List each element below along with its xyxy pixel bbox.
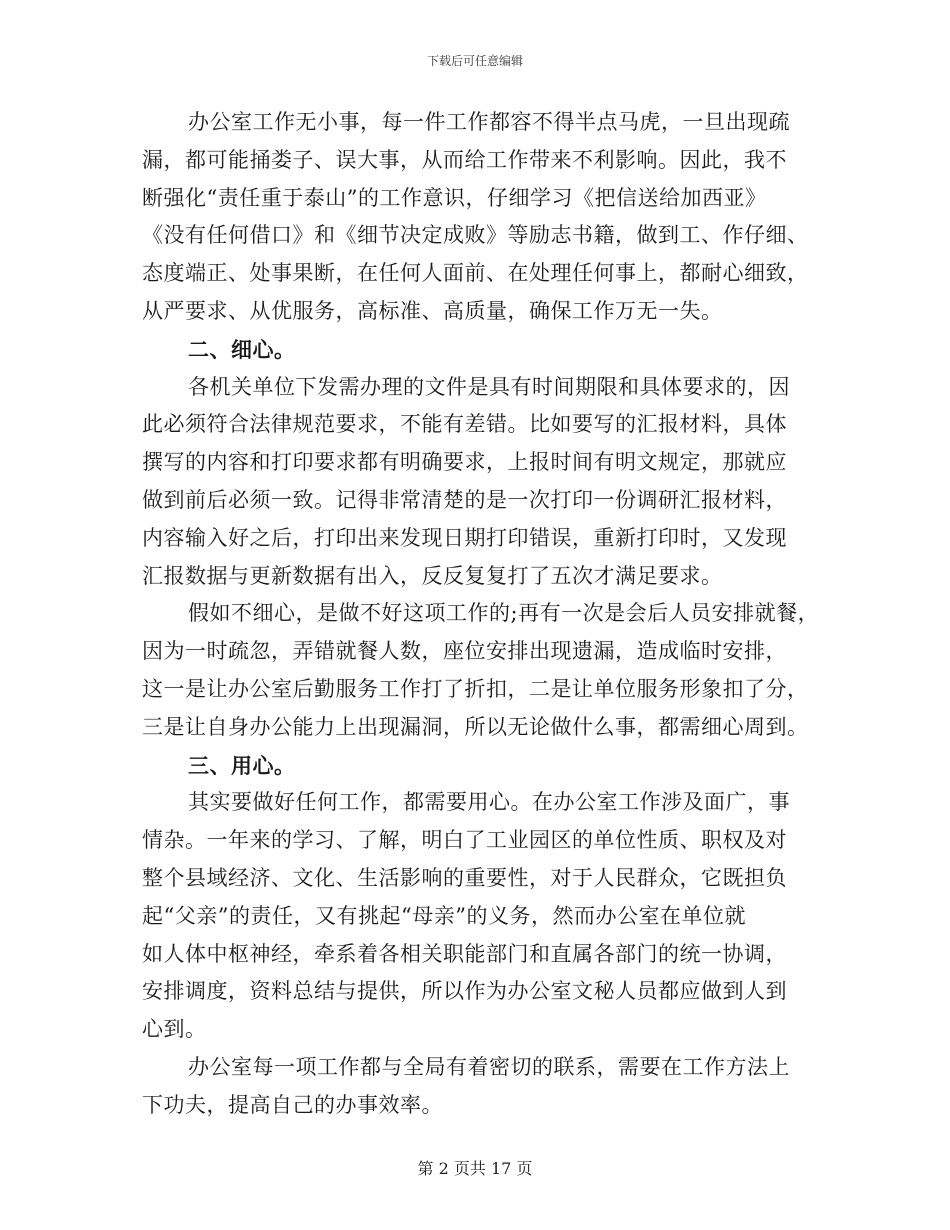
- paragraph-line: 起“父亲”的责任，又有挑起“母亲”的义务，然而办公室在单位就: [142, 903, 746, 928]
- paragraph-line: 这一是让办公室后勤服务工作打了折扣，二是让单位服务形象扣了分，: [142, 676, 809, 701]
- paragraph-line: 《没有任何借口》和《细节决定成败》等励志书籍，做到工、作仔细、: [142, 223, 809, 248]
- paragraph-line: 其实要做好任何工作，都需要用心。在办公室工作涉及面广，事: [188, 790, 790, 815]
- paragraph-line: 心到。: [142, 1017, 207, 1042]
- paragraph-line: 如人体中枢神经，牵系着各相关职能部门和直属各部门的统一协调，: [142, 941, 787, 966]
- paragraph-line: 断强化“责任重于泰山”的工作意识，仔细学习《把信送给加西亚》: [142, 185, 767, 210]
- paragraph-line: 安排调度，资料总结与提供，所以作为办公室文秘人员都应做到人到: [142, 979, 787, 1004]
- paragraph-line: 三是让自身办公能力上出现漏洞，所以无论做什么事，都需细心周到。: [142, 714, 809, 739]
- paragraph-line: 汇报数据与更新数据有出入，反反复复打了五次才满足要求。: [142, 563, 723, 588]
- paragraph-line: 下功夫，提高自己的办事效率。: [142, 1092, 443, 1117]
- paragraph-line: 办公室每一项工作都与全局有着密切的联系，需要在工作方法上: [188, 1054, 790, 1079]
- paragraph-line: 因为一时疏忽，弄错就餐人数，座位安排出现遗漏，造成临时安排，: [142, 639, 787, 664]
- paragraph-line: 各机关单位下发需办理的文件是具有时间期限和具体要求的，因: [188, 374, 790, 399]
- paragraph-line: 情杂。一年来的学习、了解，明白了工业园区的单位性质、职权及对: [142, 828, 787, 853]
- paragraph-line: 从严要求、从优服务，高标准、高质量，确保工作万无一失。: [142, 298, 723, 323]
- section-heading: 三、用心。: [188, 752, 296, 778]
- paragraph-line: 漏，都可能捅娄子、误大事，从而给工作带来不利影响。因此，我不: [142, 147, 787, 172]
- paragraph-line: 态度端正、处事果断，在任何人面前、在处理任何事上，都耐心细致，: [142, 261, 809, 286]
- paragraph-line: 做到前后必须一致。记得非常清楚的是一次打印一份调研汇报材料，: [142, 487, 787, 512]
- paragraph-line: 撰写的内容和打印要求都有明确要求，上报时间有明文规定，那就应: [142, 450, 787, 475]
- paragraph-line: 整个县域经济、文化、生活影响的重要性，对于人民群众，它既担负: [142, 865, 787, 890]
- document-body: [142, 104, 820, 1125]
- paragraph-line: 办公室工作无小事，每一件工作都容不得半点马虎，一旦出现疏: [188, 110, 790, 134]
- section-heading: 二、细心。: [188, 336, 296, 362]
- page-header-note: 下载后可任意编辑: [426, 54, 523, 68]
- paragraph-line: 假如不细心，是做不好这项工作的;再有一次是会后人员安排就餐，: [188, 601, 820, 626]
- paragraph-line: 此必须符合法律规范要求，不能有差错。比如要写的汇报材料，具体: [142, 412, 787, 437]
- page-number-footer: 第 2 页共 17 页: [417, 1159, 533, 1178]
- paragraph-line: 内容输入好之后，打印出来发现日期打印错误，重新打印时，又发现: [142, 525, 787, 550]
